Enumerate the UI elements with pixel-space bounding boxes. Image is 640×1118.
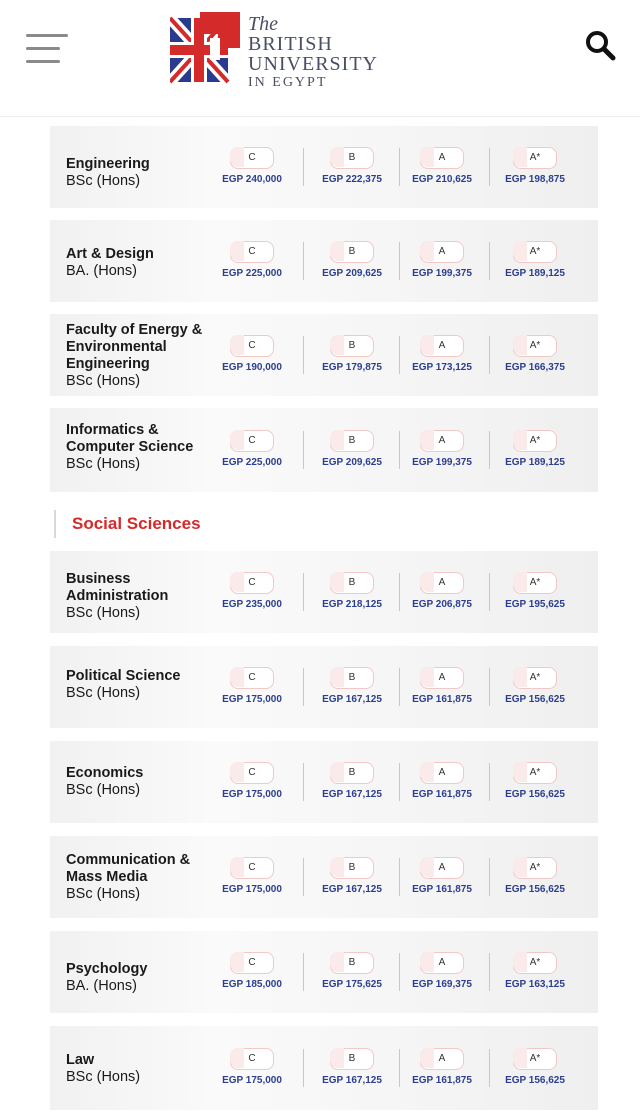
grade-toggle[interactable] xyxy=(330,952,374,974)
grade-fee-a xyxy=(397,147,487,185)
toggle-knob xyxy=(230,952,244,972)
grade-toggle[interactable] xyxy=(230,572,274,594)
program-name: Business Administration xyxy=(66,571,169,604)
grade-fee-a xyxy=(397,857,487,895)
fee-amount: EGP 179,875 xyxy=(322,362,382,373)
grade-fee-a xyxy=(397,572,487,610)
grade-label: A* xyxy=(529,1053,541,1064)
grade-fee-c xyxy=(207,335,297,373)
grade-fee-b xyxy=(307,857,397,895)
grade-label: C xyxy=(248,340,256,351)
grade-toggle[interactable] xyxy=(230,857,274,879)
union-jack-logo-icon xyxy=(170,12,240,88)
grade-label: A* xyxy=(529,767,541,778)
grade-fee-c xyxy=(207,857,297,895)
grade-divider xyxy=(489,573,490,611)
fee-amount: EGP 235,000 xyxy=(222,599,282,610)
grade-label: A xyxy=(438,246,446,257)
grade-toggle[interactable] xyxy=(513,335,557,357)
grade-divider xyxy=(489,242,490,280)
fee-amount: EGP 225,000 xyxy=(222,457,282,468)
grade-toggle[interactable] xyxy=(330,241,374,263)
grade-toggle[interactable] xyxy=(230,335,274,357)
program-card xyxy=(50,931,598,1013)
grade-divider xyxy=(489,431,490,469)
grade-label: A xyxy=(438,435,446,446)
grade-label: C xyxy=(248,767,256,778)
program-card xyxy=(50,836,598,918)
grade-toggle[interactable] xyxy=(513,762,557,784)
grade-label: B xyxy=(348,152,356,163)
program-name: Communication & Mass Media xyxy=(66,852,191,885)
program-card xyxy=(50,646,598,728)
grade-label: C xyxy=(248,862,256,873)
grade-label: B xyxy=(348,577,356,588)
grade-divider xyxy=(489,668,490,706)
program-degree: BSc (Hons) xyxy=(66,886,141,902)
toggle-knob xyxy=(230,335,244,355)
grade-fee-a-star xyxy=(490,857,580,895)
toggle-knob xyxy=(513,241,527,261)
grade-toggle[interactable] xyxy=(420,667,464,689)
toggle-knob xyxy=(420,762,434,782)
grade-toggle[interactable] xyxy=(513,857,557,879)
grade-toggle[interactable] xyxy=(330,335,374,357)
grade-divider xyxy=(399,573,400,611)
fee-amount: EGP 163,125 xyxy=(505,979,565,990)
grade-toggle[interactable] xyxy=(420,952,464,974)
fee-amount: EGP 175,000 xyxy=(222,884,282,895)
program-name: Law xyxy=(66,1052,95,1068)
grade-fee-a xyxy=(397,1048,487,1086)
grade-toggle[interactable] xyxy=(230,1048,274,1070)
logo-british: BRITISH xyxy=(248,33,333,55)
program-name: Political Science xyxy=(66,668,181,684)
toggle-knob xyxy=(420,430,434,450)
grade-fee-a-star xyxy=(490,1048,580,1086)
fee-amount: EGP 222,375 xyxy=(322,174,382,185)
fee-amount: EGP 161,875 xyxy=(412,884,472,895)
grade-toggle[interactable] xyxy=(420,857,464,879)
fee-amount: EGP 206,875 xyxy=(412,599,472,610)
fee-amount: EGP 199,375 xyxy=(412,457,472,468)
grade-label: B xyxy=(348,246,356,257)
toggle-knob xyxy=(330,241,344,261)
toggle-knob xyxy=(420,952,434,972)
grade-fee-c xyxy=(207,952,297,990)
grade-toggle[interactable] xyxy=(420,430,464,452)
program-degree: BSc (Hons) xyxy=(66,373,141,389)
site-header xyxy=(0,0,640,117)
program-degree: BA. (Hons) xyxy=(66,263,137,279)
program-name: Psychology xyxy=(66,961,148,977)
fee-amount: EGP 167,125 xyxy=(322,1075,382,1086)
grade-fee-a xyxy=(397,667,487,705)
fee-amount: EGP 209,625 xyxy=(322,268,382,279)
grade-label: C xyxy=(248,577,256,588)
grade-divider xyxy=(399,242,400,280)
grade-divider xyxy=(303,336,304,374)
grade-divider xyxy=(399,953,400,991)
grade-toggle[interactable] xyxy=(230,430,274,452)
fee-amount: EGP 175,000 xyxy=(222,1075,282,1086)
grade-label: A xyxy=(438,957,446,968)
program-name: Engineering xyxy=(66,156,150,172)
fee-amount: EGP 156,625 xyxy=(505,884,565,895)
fee-amount: EGP 156,625 xyxy=(505,789,565,800)
grade-label: B xyxy=(348,767,356,778)
logo-wordmark xyxy=(248,14,378,90)
university-logo[interactable] xyxy=(170,10,400,95)
grade-toggle[interactable] xyxy=(230,762,274,784)
program-card xyxy=(50,1026,598,1110)
fee-amount: EGP 169,375 xyxy=(412,979,472,990)
grade-toggle[interactable] xyxy=(230,241,274,263)
grade-divider xyxy=(303,573,304,611)
toggle-knob xyxy=(230,762,244,782)
grade-fee-a xyxy=(397,241,487,279)
grade-fee-b xyxy=(307,430,397,468)
grade-label: A* xyxy=(529,862,541,873)
grade-fee-a-star xyxy=(490,147,580,185)
grade-label: C xyxy=(248,152,256,163)
program-card xyxy=(50,408,598,492)
grade-toggle[interactable] xyxy=(513,952,557,974)
program-degree: BSc (Hons) xyxy=(66,1069,141,1085)
grade-fee-a xyxy=(397,430,487,468)
program-card xyxy=(50,314,598,396)
toggle-knob xyxy=(330,335,344,355)
grade-label: A xyxy=(438,577,446,588)
program-card xyxy=(50,220,598,302)
toggle-knob xyxy=(230,857,244,877)
toggle-knob xyxy=(230,241,244,261)
grade-toggle[interactable] xyxy=(330,762,374,784)
grade-fee-b xyxy=(307,952,397,990)
fee-amount: EGP 199,375 xyxy=(412,268,472,279)
grade-divider xyxy=(489,763,490,801)
grade-toggle[interactable] xyxy=(230,667,274,689)
fee-amount: EGP 167,125 xyxy=(322,789,382,800)
fee-amount: EGP 190,000 xyxy=(222,362,282,373)
grade-fee-b xyxy=(307,241,397,279)
grade-fee-b xyxy=(307,1048,397,1086)
toggle-knob xyxy=(420,572,434,592)
grade-toggle[interactable] xyxy=(330,430,374,452)
grade-toggle[interactable] xyxy=(420,572,464,594)
fee-amount: EGP 156,625 xyxy=(505,1075,565,1086)
grade-toggle[interactable] xyxy=(513,241,557,263)
grade-fee-c xyxy=(207,1048,297,1086)
program-degree: BSc (Hons) xyxy=(66,173,141,189)
program-card xyxy=(50,741,598,823)
grade-label: A xyxy=(438,767,446,778)
grade-toggle[interactable] xyxy=(513,572,557,594)
fee-amount: EGP 156,625 xyxy=(505,694,565,705)
logo-in-egypt: IN EGYPT xyxy=(248,75,328,90)
section-header-social-sciences xyxy=(54,510,356,538)
toggle-knob xyxy=(330,430,344,450)
grade-toggle[interactable] xyxy=(330,1048,374,1070)
toggle-knob xyxy=(513,762,527,782)
program-card xyxy=(50,126,598,208)
grade-divider xyxy=(399,431,400,469)
toggle-knob xyxy=(330,572,344,592)
grade-label: A* xyxy=(529,577,541,588)
grade-toggle[interactable] xyxy=(330,857,374,879)
grade-label: A xyxy=(438,672,446,683)
fee-amount: EGP 225,000 xyxy=(222,268,282,279)
grade-toggle[interactable] xyxy=(420,147,464,169)
grade-fee-c xyxy=(207,147,297,185)
grade-toggle[interactable] xyxy=(420,762,464,784)
grade-divider xyxy=(489,858,490,896)
toggle-knob xyxy=(330,1048,344,1068)
grade-label: A xyxy=(438,1053,446,1064)
grade-divider xyxy=(303,148,304,186)
program-name: Informatics & Computer Science xyxy=(66,422,194,455)
grade-divider xyxy=(399,148,400,186)
grade-fee-c xyxy=(207,241,297,279)
toggle-knob xyxy=(230,147,244,167)
fee-amount: EGP 167,125 xyxy=(322,884,382,895)
fee-amount: EGP 173,125 xyxy=(412,362,472,373)
grade-fee-b xyxy=(307,335,397,373)
toggle-knob xyxy=(513,667,527,687)
grade-fee-a-star xyxy=(490,762,580,800)
fee-amount: EGP 167,125 xyxy=(322,694,382,705)
grade-fee-c xyxy=(207,572,297,610)
grade-label: B xyxy=(348,672,356,683)
toggle-knob xyxy=(513,1048,527,1068)
fee-amount: EGP 161,875 xyxy=(412,1075,472,1086)
grade-divider xyxy=(303,858,304,896)
grade-divider xyxy=(399,858,400,896)
toggle-knob xyxy=(330,952,344,972)
grade-fee-a-star xyxy=(490,572,580,610)
toggle-knob xyxy=(230,667,244,687)
grade-divider xyxy=(399,336,400,374)
fee-amount: EGP 240,000 xyxy=(222,174,282,185)
fee-amount: EGP 175,000 xyxy=(222,694,282,705)
grade-fee-b xyxy=(307,147,397,185)
grade-divider xyxy=(399,668,400,706)
toggle-knob xyxy=(330,857,344,877)
grade-fee-c xyxy=(207,430,297,468)
grade-label: A* xyxy=(529,340,541,351)
grade-label: A xyxy=(438,862,446,873)
grade-label: C xyxy=(248,1053,256,1064)
grade-label: A* xyxy=(529,435,541,446)
grade-fee-a-star xyxy=(490,430,580,468)
grade-divider xyxy=(399,763,400,801)
fee-amount: EGP 209,625 xyxy=(322,457,382,468)
fee-amount: EGP 161,875 xyxy=(412,694,472,705)
grade-toggle[interactable] xyxy=(230,952,274,974)
fee-amount: EGP 166,375 xyxy=(505,362,565,373)
grade-fee-a xyxy=(397,952,487,990)
grade-label: C xyxy=(248,957,256,968)
fee-amount: EGP 195,625 xyxy=(505,599,565,610)
program-degree: BSc (Hons) xyxy=(66,605,141,621)
grade-fee-a-star xyxy=(490,241,580,279)
toggle-knob xyxy=(330,762,344,782)
grade-divider xyxy=(303,431,304,469)
program-name: Faculty of Energy & Environmental Engineering xyxy=(66,322,203,372)
grade-divider xyxy=(303,953,304,991)
grade-fee-b xyxy=(307,762,397,800)
fee-amount: EGP 210,625 xyxy=(412,174,472,185)
toggle-knob xyxy=(330,147,344,167)
grade-toggle[interactable] xyxy=(513,1048,557,1070)
toggle-knob xyxy=(420,1048,434,1068)
grade-divider xyxy=(489,1049,490,1087)
grade-label: B xyxy=(348,435,356,446)
program-degree: BSc (Hons) xyxy=(66,685,141,701)
grade-label: A* xyxy=(529,152,541,163)
grade-divider xyxy=(489,953,490,991)
grade-fee-a-star xyxy=(490,335,580,373)
toggle-knob xyxy=(513,147,527,167)
toggle-knob xyxy=(513,430,527,450)
toggle-knob xyxy=(230,572,244,592)
grade-divider xyxy=(303,1049,304,1087)
fee-amount: EGP 175,000 xyxy=(222,789,282,800)
fee-amount: EGP 185,000 xyxy=(222,979,282,990)
program-name: Art & Design xyxy=(66,246,154,262)
fee-amount: EGP 218,125 xyxy=(322,599,382,610)
fee-amount: EGP 198,875 xyxy=(505,174,565,185)
toggle-knob xyxy=(230,1048,244,1068)
grade-toggle[interactable] xyxy=(330,667,374,689)
grade-divider xyxy=(399,1049,400,1087)
grade-toggle[interactable] xyxy=(330,572,374,594)
program-degree: BSc (Hons) xyxy=(66,782,141,798)
toggle-knob xyxy=(230,430,244,450)
toggle-knob xyxy=(330,667,344,687)
fee-amount: EGP 161,875 xyxy=(412,789,472,800)
toggle-knob xyxy=(420,147,434,167)
grade-label: C xyxy=(248,246,256,257)
logo-university: UNIVERSITY xyxy=(248,53,378,75)
grade-label: C xyxy=(248,435,256,446)
toggle-knob xyxy=(420,241,434,261)
grade-divider xyxy=(303,668,304,706)
grade-divider xyxy=(489,148,490,186)
grade-toggle[interactable] xyxy=(420,1048,464,1070)
grade-label: C xyxy=(248,672,256,683)
logo-the: The xyxy=(248,13,278,35)
grade-fee-a xyxy=(397,335,487,373)
fee-amount: EGP 189,125 xyxy=(505,268,565,279)
section-title: Social Sciences xyxy=(72,514,201,533)
toggle-knob xyxy=(420,335,434,355)
grade-label: B xyxy=(348,1053,356,1064)
toggle-knob xyxy=(513,572,527,592)
program-degree: BA. (Hons) xyxy=(66,978,137,994)
search-icon[interactable] xyxy=(583,28,617,62)
grade-toggle[interactable] xyxy=(513,667,557,689)
grade-label: B xyxy=(348,340,356,351)
toggle-knob xyxy=(513,335,527,355)
fee-amount: EGP 189,125 xyxy=(505,457,565,468)
grade-fee-c xyxy=(207,667,297,705)
grade-label: A* xyxy=(529,672,541,683)
grade-toggle[interactable] xyxy=(513,147,557,169)
grade-fee-b xyxy=(307,572,397,610)
toggle-knob xyxy=(513,952,527,972)
fee-amount: EGP 175,625 xyxy=(322,979,382,990)
hamburger-menu-icon[interactable] xyxy=(26,34,68,64)
program-name: Economics xyxy=(66,765,144,781)
grade-fee-c xyxy=(207,762,297,800)
grade-label: A xyxy=(438,340,446,351)
grade-divider xyxy=(489,336,490,374)
grade-divider xyxy=(303,763,304,801)
toggle-knob xyxy=(420,667,434,687)
grade-fee-a xyxy=(397,762,487,800)
grade-label: B xyxy=(348,957,356,968)
toggle-knob xyxy=(513,857,527,877)
grade-fee-b xyxy=(307,667,397,705)
grade-toggle[interactable] xyxy=(513,430,557,452)
grade-label: B xyxy=(348,862,356,873)
grade-divider xyxy=(303,242,304,280)
grade-fee-a-star xyxy=(490,667,580,705)
grade-label: A* xyxy=(529,957,541,968)
grade-toggle[interactable] xyxy=(420,241,464,263)
grade-label: A xyxy=(438,152,446,163)
program-card xyxy=(50,551,598,633)
grade-toggle[interactable] xyxy=(230,147,274,169)
toggle-knob xyxy=(420,857,434,877)
grade-fee-a-star xyxy=(490,952,580,990)
program-degree: BSc (Hons) xyxy=(66,456,141,472)
grade-toggle[interactable] xyxy=(330,147,374,169)
grade-toggle[interactable] xyxy=(420,335,464,357)
grade-label: A* xyxy=(529,246,541,257)
